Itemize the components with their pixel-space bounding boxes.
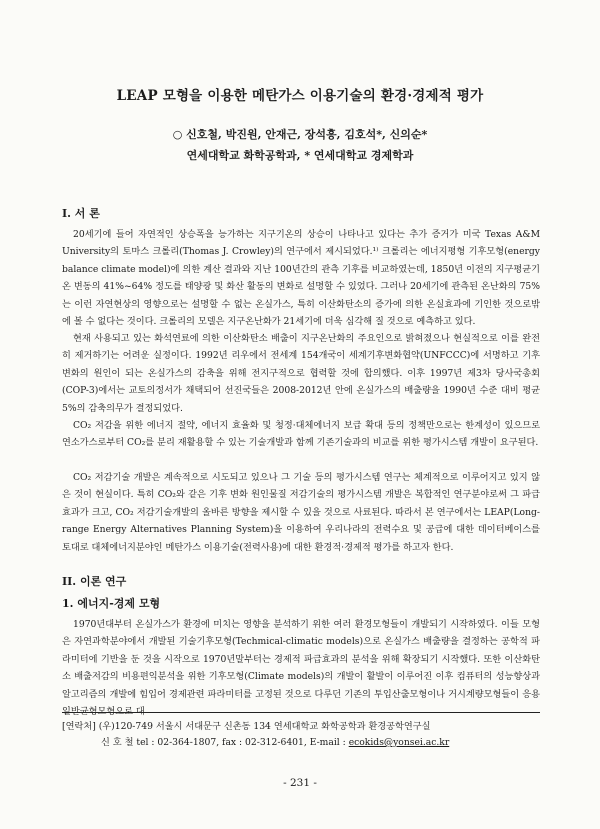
- intro-paragraph-3: CO₂ 저감을 위한 에너지 절약, 에너지 효율화 및 청정·대체에너지 보급 확대 등의 정책만으로는 한계성이 있으므로 연소가스로부터 CO₂를 분리 재활용할 수 있는 기술개발과 함께 기존기술과의 비교를 위한 평가시스템 개발이 요구된다.: [62, 420, 540, 449]
- intro-paragraph-2: 현재 사용되고 있는 화석연료에 의한 이산화탄소 배출이 지구온난화의 주요인으로 밝혀졌으나 현실적으로 이를 완전히 제거하기는 어려운 실정이다. 1992년 리우에서 전세계 154개국이 세계기후변화협약(UNFCCC)에 서명하고 기후변화의 원인이 되는 온실가스의 감축을 위해 전지구적으로 협력할 것에 합의했다. 이후 1997년 제3차 당사국총회(COP-3)에서는 교토의정서가 채택되어 선진국들은 2008-2012년 안에 온실가스의 배출량을 1990년 수준 대비 평균 5%의 감축의무가 결정되었다.: [62, 333, 540, 414]
- footer-divider: [62, 712, 540, 713]
- page-number: - 231 -: [283, 777, 317, 789]
- subsection-heading-energy-economy-model: 1. 에너지-경제 모형: [62, 597, 161, 610]
- affiliation: 연세대학교 화학공학과, * 연세대학교 경제학과: [186, 149, 414, 162]
- contact-email-link[interactable]: ecokids@yonsei.ac.kr: [348, 737, 450, 748]
- section-heading-introduction: I. 서 론: [62, 207, 100, 220]
- contact-phone-email: [62, 735, 540, 751]
- section-heading-theory: II. 이론 연구: [62, 575, 127, 588]
- paper-title: LEAP 모형을 이용한 메탄가스 이용기술의 환경·경제적 평가: [116, 88, 484, 104]
- intro-paragraph-4: CO₂ 저감기술 개발은 계속적으로 시도되고 있으나 그 기술 등의 평가시스템 연구는 체계적으로 이루어지고 있지 않은 것이 현실이다. 특히 CO₂와 같은 기후 변화 원인물질 저감기술의 평가시스템 개발은 복합적인 연구분야로써 그 파급효과가 크고, CO₂ 저감기술개발의 올바른 방향을 제시할 수 있을 것으로 사료된다. 따라서 본 연구에서는 LEAP(Long-range Energy Alternatives Planning System)을 이용하여 우리나라의 전력수요 및 공급에 대한 데이터베이스를 토대로 대체에너지분야인 메탄가스 이용기술(전력사용)에 대한 환경적·경제적 평가를 하고자 한다.: [62, 472, 540, 553]
- author-list: ○ 신호철, 박진원, 안재근, 장석흥, 김호석*, 신의순*: [172, 128, 428, 141]
- contact-phone: 신 호 철 tel : 02-364-1807, fax : 02-312-6401, E-mail :: [101, 737, 349, 748]
- intro-paragraph-1: 20세기에 들어 자연적인 상승폭을 능가하는 지구기온의 상승이 나타나고 있다는 추가 증거가 미국 Texas A&M University의 토마스 크롤리(Thomas J. Crowley)의 연구에서 제시되었다.¹⁾ 크롤리는 에너지평형 기후모형(energy balance climate model)에 의한 계산 결과와 지난 100년간의 관측 기후를 비교하였는데, 1850년 이전의 지구평균기온 변동의 41%~64% 정도를 태양광 및 화산 활동의 변화로 설명할 수 있었다. 그러나 20세기에 관측된 온난화의 75%는 이런 자연현상의 영향으로는 설명할 수 없는 온실가스, 특히 이산화탄소의 증가에 의한 온실효과에 기인한 것으로밖에 볼 수 없다는 것이다. 크롤리의 모델은 지구온난화가 21세기에 더욱 심각해 질 것으로 예측하고 있다.: [62, 229, 540, 328]
- contact-info: [62, 719, 540, 751]
- theory-paragraph-1: 1970년대부터 온실가스가 환경에 미치는 영향을 분석하기 위한 여러 환경모형들이 개발되기 시작하였다. 이들 모형은 자연과학분야에서 개발된 기술기후모형(Techmical-climatic models)으로 온실가스 배출량을 결정하는 공학적 파라미터에 기반을 둔 것을 시작으로 1970년말부터는 경제적 파급효과의 분석을 위해 확장되기 시작했다. 또한 이산화탄소 배출저감의 비용편익분석을 위한 기후모형(Climate models)의 개발이 활발이 이루어진 이후 컴퓨터의 성능향상과 알고리즘의 개발에 힘입어 경제관련 파라미터를 고정된 것으로 다루던 기존의 투입산출모형이나 거시계량모형들이 응용일반균형모형으로 대: [62, 619, 540, 718]
- contact-address: [연락처] (우)120-749 서울시 서대문구 신촌동 134 연세대학교 화학공학과 환경공학연구실: [62, 721, 431, 732]
